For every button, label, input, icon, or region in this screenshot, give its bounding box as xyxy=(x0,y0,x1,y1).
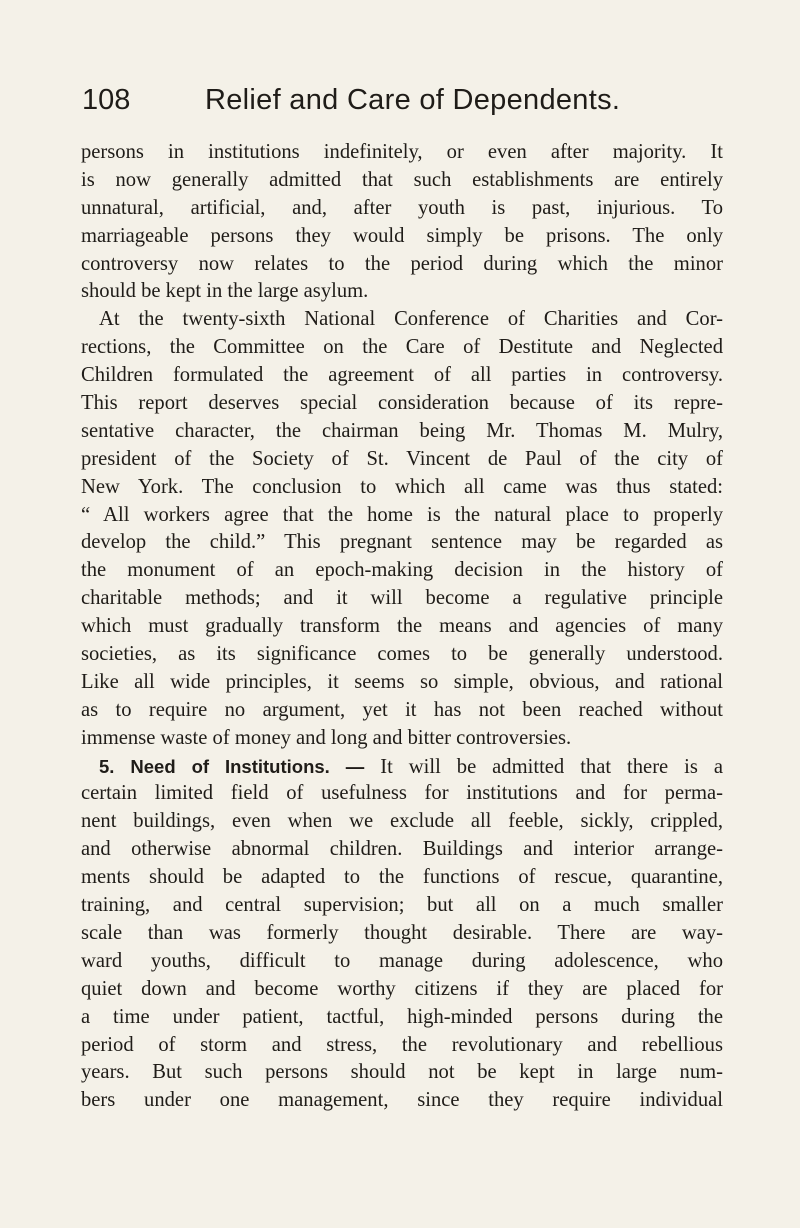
text-line: should be kept in the large asylum. xyxy=(81,280,369,303)
text-line: charitable methods; and it will become a regulative principle xyxy=(81,587,723,610)
text-line: years. But such persons should not be kept in large num- xyxy=(81,1061,723,1084)
text-line: Like all wide principles, it seems so simple, obvious, and rational xyxy=(81,670,723,693)
text-line: is now generally admitted that such establishments are entirely xyxy=(81,168,723,191)
text-line: unnatural, artificial, and, after youth is past, injurious. To xyxy=(81,196,723,219)
text-line: develop the child.” This pregnant sentence may be regarded as xyxy=(81,531,723,554)
text-line: societies, as its significance comes to be generally understood. xyxy=(81,643,723,666)
section-line xyxy=(81,753,723,781)
text-line: marriageable persons they would simply be prisons. The only xyxy=(81,224,723,247)
text-line: Children formulated the agreement of all parties in controversy. xyxy=(81,364,723,387)
text-line: training, and central supervision; but all on a much smaller xyxy=(81,894,723,917)
running-head xyxy=(82,80,722,120)
text-line: “ All workers agree that the home is the natural place to properly xyxy=(81,503,723,526)
text-line: It will be admitted that there is a xyxy=(380,755,723,778)
text-line: nent buildings, even when we exclude all feeble, sickly, crippled, xyxy=(81,810,723,833)
page-number: 108 xyxy=(82,84,131,116)
running-title: Relief and Care of Dependents. xyxy=(205,84,621,116)
text-line: immense waste of money and long and bitter controversies. xyxy=(81,726,572,749)
text-line: period of storm and stress, the revolutionary and rebellious xyxy=(81,1033,723,1056)
text-line: certain limited field of usefulness for institutions and for perma- xyxy=(81,782,723,805)
text-line: ments should be adapted to the functions of rescue, quarantine, xyxy=(81,866,723,889)
text-line: the monument of an epoch-making decision in the history of xyxy=(81,559,723,582)
text-line: president of the Society of St. Vincent de Paul of the city of xyxy=(81,447,723,470)
text-line: controversy now relates to the period during which the minor xyxy=(81,252,723,275)
text-line: sentative character, the chairman being Mr. Thomas M. Mulry, xyxy=(81,419,723,442)
text-line: persons in institutions indefinitely, or even after majority. It xyxy=(81,141,723,163)
section-heading: 5. Need of Institutions. — xyxy=(99,755,365,777)
text-line: and otherwise abnormal children. Buildings and interior arrange- xyxy=(81,838,723,861)
text-line: a time under patient, tactful, high-minded persons during the xyxy=(81,1005,723,1028)
text-line: ward youths, difficult to manage during adolescence, who xyxy=(81,949,723,972)
text-line: This report deserves special consideration because of its repre- xyxy=(81,392,723,415)
text-line: bers under one management, since they require individual xyxy=(81,1089,723,1112)
text-line: as to require no argument, yet it has not been reached without xyxy=(81,698,723,721)
text-line: scale than was formerly thought desirable. There are way- xyxy=(81,921,723,944)
text-line: quiet down and become worthy citizens if they are placed for xyxy=(81,977,723,1000)
text-line: New York. The conclusion to which all came was thus stated: xyxy=(81,475,723,498)
body-text xyxy=(81,139,723,1115)
text-line: rections, the Committee on the Care of Destitute and Neglected xyxy=(81,336,723,359)
text-line: At the twenty-sixth National Conference of Charities and Cor- xyxy=(99,308,723,331)
text-line: which must gradually transform the means and agencies of many xyxy=(81,615,723,638)
